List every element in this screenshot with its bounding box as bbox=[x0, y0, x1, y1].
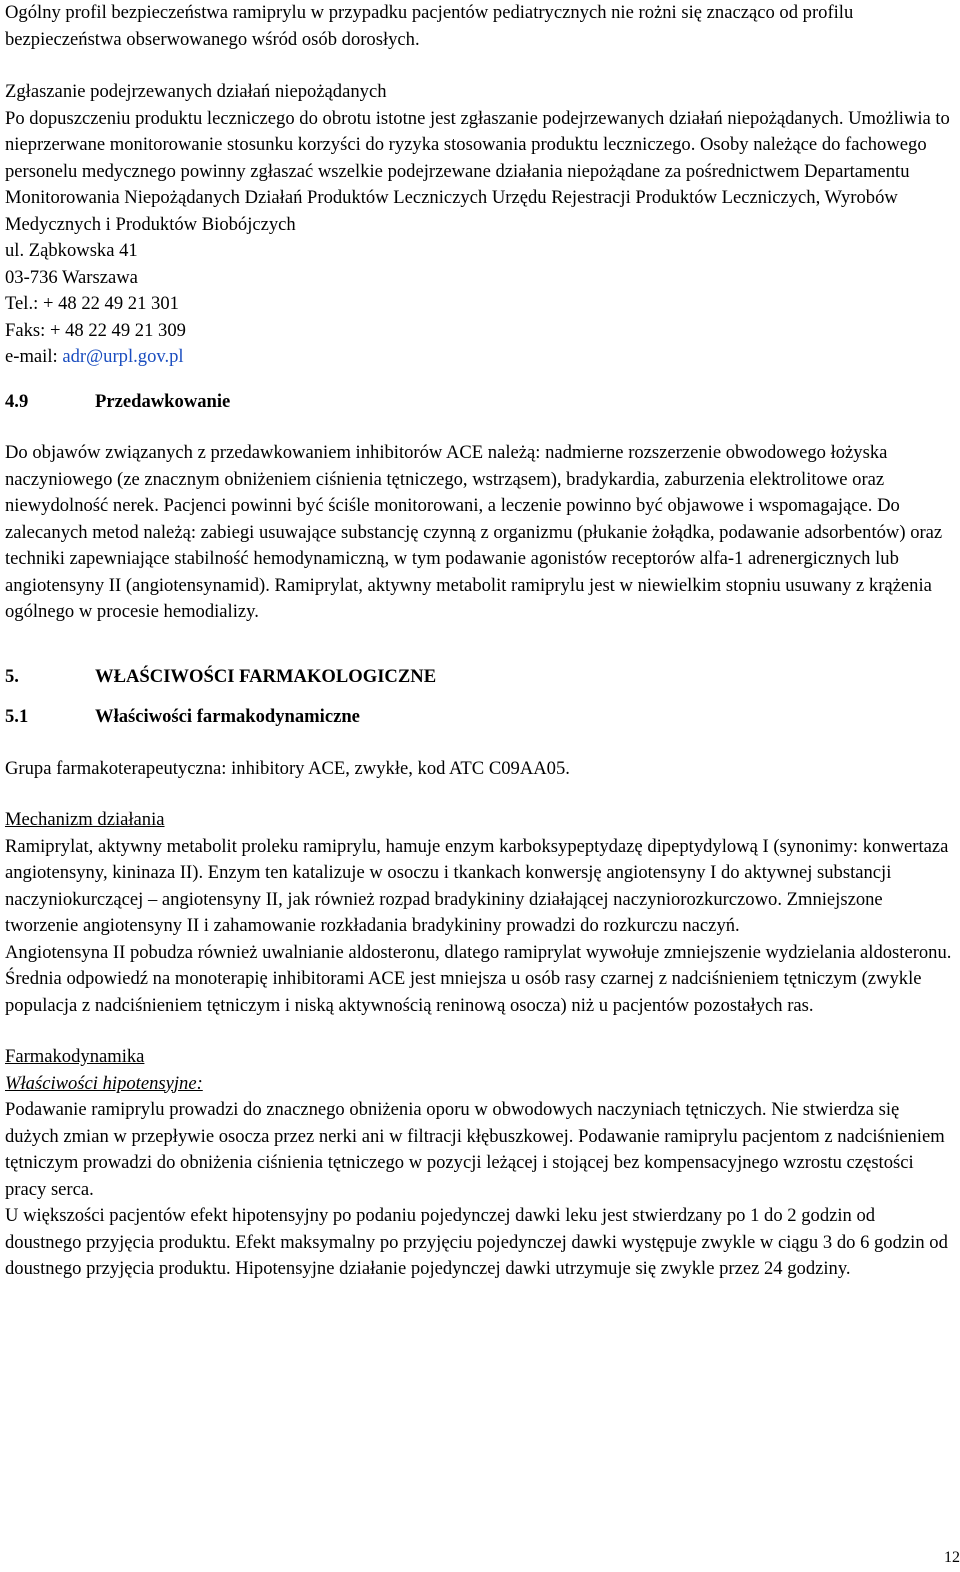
section-5-number: 5. bbox=[5, 665, 19, 687]
mechanism-paragraph-2: Angiotensyna II pobudza również uwalnianie aldosteronu, dlatego ramiprylat wywołuje zmniejszenie wydzielania aldosteronu. Średnia odpowiedź na monoterapię inhibitorami ACE jest mniejsza u osób rasy czarnej z nadciśnieniem tętniczym (zwykle populacja z nadciśnieniem tętniczym i niską aktywnością reninową osocza) niż u pacjentów pozostałych ras. bbox=[5, 941, 952, 1016]
email-label: e-mail: bbox=[5, 346, 63, 367]
section-5-1-title: Właściwości farmakodynamiczne bbox=[95, 706, 360, 727]
reporting-fax: Faks: + 48 22 49 21 309 bbox=[5, 319, 186, 341]
page-number: 12 bbox=[944, 1549, 960, 1566]
section-5-1-number: 5.1 bbox=[5, 706, 29, 727]
pharmacotherapeutic-group: Grupa farmakoterapeutyczna: inhibitory ACE, zwykłe, kod ATC C09AA05. bbox=[5, 757, 570, 779]
intro-paragraph: Ogólny profil bezpieczeństwa ramiprylu w przypadku pacjentów pediatrycznych nie rożni się znacząco od profilu bezpieczeństwa obserwowanego wśród osób dorosłych. bbox=[5, 2, 854, 50]
reporting-heading: Zgłaszanie podejrzewanych działań niepożądanych bbox=[5, 81, 387, 102]
reporting-city: 03-736 Warszawa bbox=[5, 266, 138, 288]
reporting-tel: Tel.: + 48 22 49 21 301 bbox=[5, 293, 179, 314]
mechanism-heading: Mechanizm działania bbox=[5, 809, 165, 830]
section-5-1-heading bbox=[5, 704, 955, 731]
document-page bbox=[5, 0, 955, 1283]
hypotensive-paragraph-1: Podawanie ramiprylu prowadzi do znacznego obniżenia oporu w obwodowych naczyniach tętniczych. Nie stwierdza się dużych zmian w przepływie osocza przez nerki ani w filtracji kłębuszkowej. Podawanie ramiprylu pacjentom z nadciśnieniem tętniczym prowadzi do obniżenia ciśnienia tętniczego w pozycji leżącej i stojącej bez kompensacyjnego wzrostu częstości pracy serca. bbox=[5, 1099, 945, 1200]
reporting-email-line bbox=[5, 344, 955, 371]
section-4-9-heading bbox=[5, 389, 955, 416]
section-5-title: WŁAŚCIWOŚCI FARMAKOLOGICZNE bbox=[95, 665, 437, 687]
reporting-paragraph: Po dopuszczeniu produktu leczniczego do obrotu istotne jest zgłaszanie podejrzewanych działań niepożądanych. Umożliwia to nieprzerwane monitorowanie stosunku korzyści do ryzyka stosowania produktu leczniczego. Osoby należące do fachowego personelu medycznego powinny zgłaszać wszelkie podejrzewane działania niepożądane za pośrednictwem Departamentu Monitorowania Niepożądanych Działań Produktów Leczniczych Urzędu Rejestracji Produktów Leczniczych, Wyrobów Medycznych i Produktów Biobójczych bbox=[5, 107, 950, 235]
section-4-9-number: 4.9 bbox=[5, 390, 29, 412]
section-5-heading bbox=[5, 664, 955, 691]
reporting-address: ul. Ząbkowska 41 bbox=[5, 240, 138, 261]
email-link[interactable]: adr@urpl.gov.pl bbox=[62, 346, 184, 367]
mechanism-paragraph-1: Ramiprylat, aktywny metabolit proleku ramiprylu, hamuje enzym karboksypeptydazę dipeptydylową I (synonimy: konwertaza angiotensyny, kininaza II). Enzym ten katalizuje w osoczu i tkankach konwersję angiotensyny I do aktywnej substancji naczyniokurczącej – angiotensyny II, jak również rozpad bradykininy działającej naczyniorozkurczowo. Zmniejszone tworzenie angiotensyny II i zahamowanie rozkładania bradykininy prowadzi do rozkurczu naczyń. bbox=[5, 835, 949, 936]
hypotensive-heading: Właściwości hipotensyjne: bbox=[5, 1072, 203, 1094]
overdose-paragraph: Do objawów związanych z przedawkowaniem inhibitorów ACE należą: nadmierne rozszerzenie obwodowego łożyska naczyniowego (ze znacznym obniżeniem ciśnienia tętniczego, wstrząsem), bradykardia, zaburzenia elektrolitowe oraz niewydolność nerek. Pacjenci powinni być ściśle monitorowani, a leczenie powinno być objawowe i wspomagające. Do zalecanych metod należą: zabiegi usuwające substancję czynną z organizmu (płukanie żołądka, podawanie adsorbentów) oraz techniki zapewniające stabilność hemodynamiczną, w tym podawanie agonistów receptorów alfa-1 adrenergicznych lub angiotensyny II (angiotensynamid). Ramiprylat, aktywny metabolit ramiprylu jest w niewielkim stopniu usuwany z krążenia ogólnego w procesie hemodializy. bbox=[5, 442, 943, 622]
pharmacodynamics-heading: Farmakodynamika bbox=[5, 1046, 145, 1067]
section-4-9-title: Przedawkowanie bbox=[95, 390, 231, 412]
hypotensive-paragraph-2: U większości pacjentów efekt hipotensyjny po podaniu pojedynczej dawki leku jest stwierdzany po 1 do 2 godzin od doustnego przyjęcia produktu. Efekt maksymalny po przyjęciu pojedynczej dawki występuje zwykle w ciągu 3 do 6 godzin od doustnego przyjęcia produktu. Hipotensyjne działanie pojedynczej dawki utrzymuje się zwykle przez 24 godziny. bbox=[5, 1205, 948, 1279]
